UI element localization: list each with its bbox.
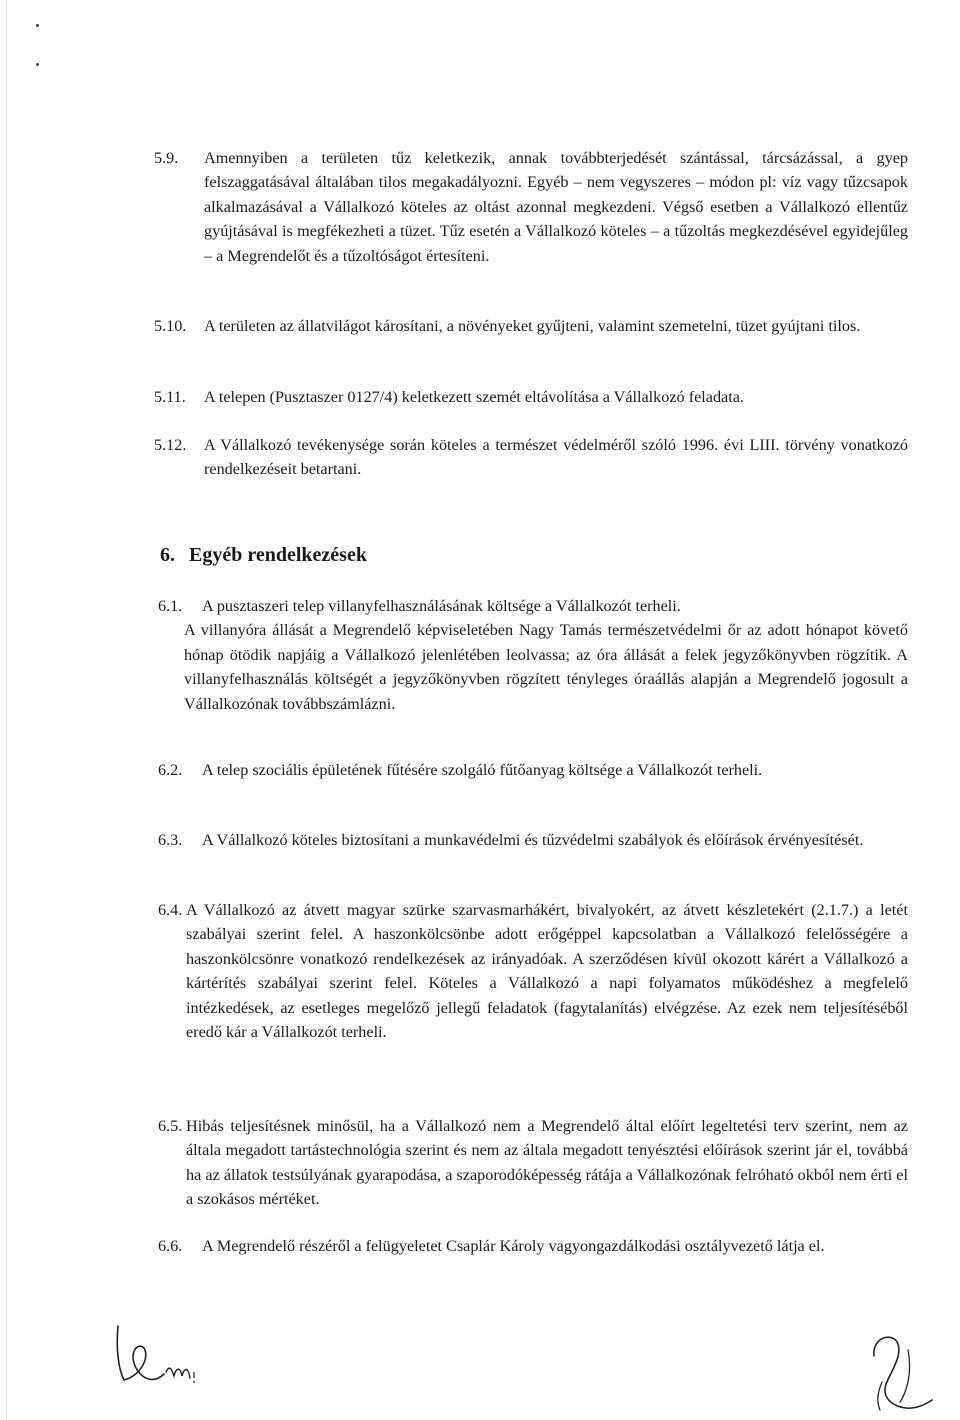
item-text: Hibás teljesítésnek minősül, ha a Vállalkozó nem a Megrendelő által előírt legeltetési terv szerint, nem az általa megadott tartástechnológia szerint és nem az általa megadott tenyésztési előírások szerint jár el, továbbá ha az állatok testsúlyának gyarapodása, a szaporodóképesség rátája a Vállalkozónak felróható okból nem érti el a szokásos mértéket. (186, 1117, 908, 1209)
section-text: A területen az állatvilágot károsítani, a növényeket gyűjteni, valamint szemetelni, tüzet gyújtani tilos. (204, 317, 861, 335)
item-text: A Vállalkozó az átvett magyar szürke szarvasmarhákért, bivalyokért, az átvett készletekért (2.1.7.) a letét szabályai szerint felel. A haszonkölcsönbe adott erőgéppel kapcsolatban a Vállalkozó felelősségére a haszonkölcsönre vonatkozó rendelkezések az irányadóak. A szerződésen kívül okozott kárért a Vállalkozó a kártérítés szabályai szerint felel. Köteles a Vállalkozó a napi folyamatos működéshez a megfelelő intézkedések, az esetleges megelőző jellegű feladatok (fagytalanítás) elvégzése. Az ezek nem teljesítéséből eredő kár a Vállalkozót terheli. (186, 901, 908, 1042)
section-text: A Vállalkozó tevékenysége során köteles a természet védelméről szóló 1996. évi LIII. törvény vonatkozó rendelkezéseit betartani. (204, 436, 908, 479)
item-number: 6.3. (158, 831, 183, 849)
item-text: A pusztaszeri telep villanyfelhasználásának költsége a Vállalkozót terheli. (202, 597, 681, 615)
section-5-9 (154, 146, 908, 268)
item-text: A Vállalkozó köteles biztosítani a munkavédelmi és tűzvédelmi szabályok és előírások érvényesítését. (202, 831, 864, 849)
heading-number: 6. (160, 544, 175, 566)
section-text: A telepen (Pusztaszer 0127/4) keletkezett szemét eltávolítása a Vállalkozó feladata. (204, 388, 744, 406)
section-number: 5.9. (154, 149, 179, 167)
scan-speck (36, 63, 39, 66)
heading-title: Egyéb rendelkezések (189, 544, 367, 566)
item-6-4 (158, 898, 908, 1044)
item-6-6 (158, 1234, 908, 1258)
section-5-10 (154, 314, 908, 338)
section-number: 5.10. (154, 317, 187, 335)
item-text: A telep szociális épületének fűtésére szolgáló fűtőanyag költsége a Vállalkozót terheli. (202, 761, 763, 779)
item-number: 6.5. (158, 1117, 183, 1135)
handwritten-initials-right (860, 1330, 940, 1415)
section-number: 5.12. (154, 436, 187, 454)
scan-speck (36, 24, 39, 27)
item-text-continued: A villanyóra állását a Megrendelő képviseletében Nagy Tamás természetvédelmi őr az adott hónapot követő hónap ötödik napjáig a Vállalkozó jelenlétében leolvassa; az óra állását a felek jegyzőkönyvben rögzítik. A villanyfelhasználás költségét a jegyzőkönyvben rögzített tényleges óraállás alapján a Megrendelő jogosult a Vállalkozónak továbbszámlázni. (184, 621, 908, 713)
handwritten-initials-left (110, 1318, 220, 1398)
section-5-11 (154, 385, 908, 409)
section-5-12 (154, 433, 908, 482)
item-6-5 (158, 1114, 908, 1212)
scan-margin-line (6, 0, 7, 1420)
section-heading (160, 542, 367, 568)
item-number: 6.2. (158, 761, 183, 779)
section-number: 5.11. (154, 388, 186, 406)
item-6-3 (158, 828, 908, 852)
item-6-1 (158, 594, 908, 716)
item-6-2 (158, 758, 908, 782)
item-number: 6.1. (158, 597, 183, 615)
item-text: A Megrendelő részéről a felügyeletet Csaplár Károly vagyongazdálkodási osztályvezető látja el. (202, 1237, 825, 1255)
item-number: 6.4. (158, 901, 183, 919)
item-number: 6.6. (158, 1237, 183, 1255)
section-text: Amennyiben a területen tűz keletkezik, annak továbbterjedését szántással, tárcsázással, a gyep felszaggatásával általában tilos megakadályozni. Egyéb – nem vegyszeres – módon pl: víz vagy tűzcsapok alkalmazásával a Vállalkozó köteles az oltást azonnal megkezdeni. Végső esetben a Vállalkozó ellentűz gyújtásával is megfékezheti a tüzet. Tűz esetén a Vállalkozó köteles – a tűzoltás megkezdésével egyidejűleg – a Megrendelőt és a tűzoltóságot értesíteni. (204, 149, 908, 265)
